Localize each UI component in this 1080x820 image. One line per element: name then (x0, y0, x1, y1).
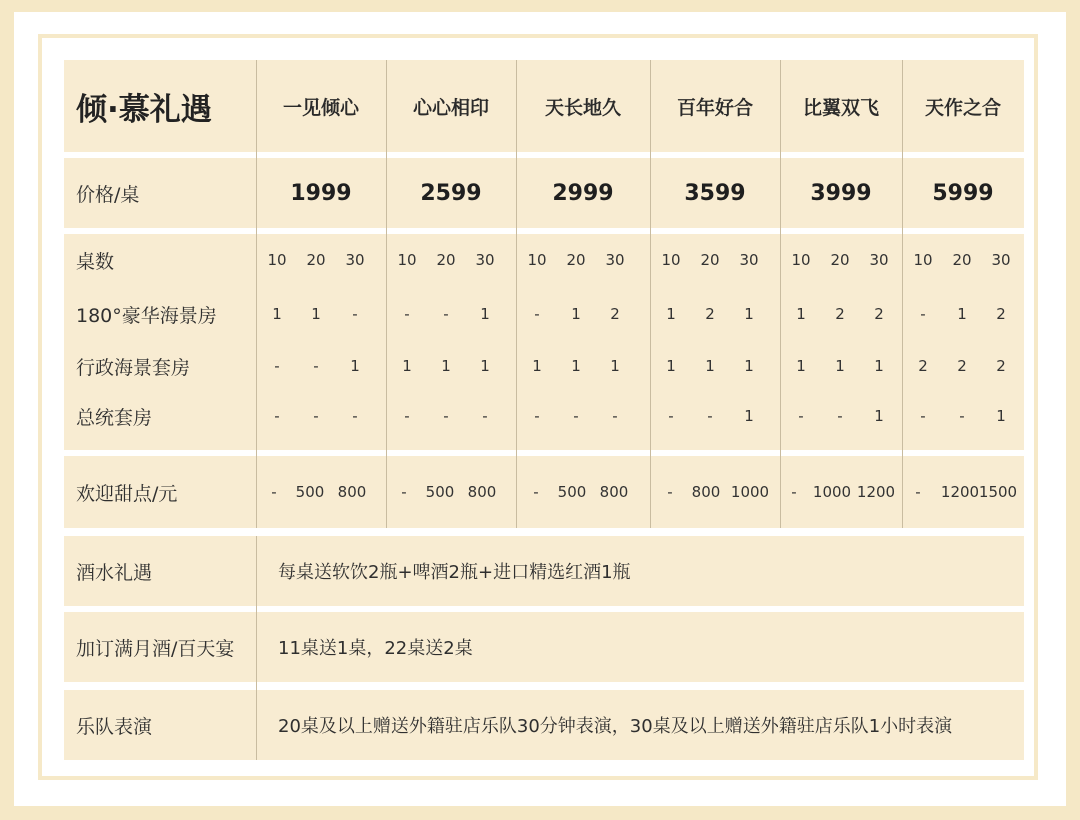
dessert-cell-value: - (401, 483, 407, 501)
room-cell-value: 20 (566, 251, 586, 269)
room-cell-value: - (443, 407, 449, 425)
room-cell-value: 2 (610, 305, 620, 323)
label-divider (256, 536, 257, 760)
room-cell-value: 1 (874, 357, 884, 375)
room-cell-value: 1 (796, 357, 806, 375)
room-cell-value: 1 (480, 357, 490, 375)
package-name: 百年好合 (676, 96, 753, 119)
package-name: 心心相印 (412, 96, 489, 119)
room-cell-value: 1 (835, 357, 845, 375)
room-cell-value: 1 (571, 357, 581, 375)
room-cell-value: 2 (957, 357, 967, 375)
room-cell-value: 2 (874, 305, 884, 323)
room-cell-value: 10 (267, 251, 287, 269)
room-cell-value: - (959, 407, 965, 425)
room-cell-value: 10 (397, 251, 417, 269)
dessert-label: 欢迎甜点/元 (76, 482, 178, 505)
room-cell-value: - (668, 407, 674, 425)
room-cell-value: 20 (952, 251, 972, 269)
room-cell-value: 30 (475, 251, 495, 269)
room-cell-value: 1 (480, 305, 490, 323)
room-cell-value: - (443, 305, 449, 323)
dessert-cell-value: 500 (295, 483, 325, 501)
price-value: 2599 (420, 180, 482, 206)
room-cell-value: 10 (527, 251, 547, 269)
dessert-cell-value: 800 (599, 483, 629, 501)
room-cell-value: 1 (996, 407, 1006, 425)
dessert-cell-value: - (271, 483, 277, 501)
room-cell-value: - (573, 407, 579, 425)
dessert-cell-value: 500 (557, 483, 587, 501)
room-cell-value: - (313, 407, 319, 425)
room-cell-value: 1 (571, 305, 581, 323)
room-cell-value: 30 (869, 251, 889, 269)
room-cell-value: 30 (739, 251, 759, 269)
room-cell-value: - (404, 305, 410, 323)
dessert-cell-value: 1200 (940, 483, 980, 501)
room-row-label: 行政海景套房 (76, 356, 191, 379)
drinks-text: 每桌送软饮2瓶+啤酒2瓶+进口精选红酒1瓶 (278, 562, 631, 583)
brand-title: 倾·慕礼遇 (76, 91, 212, 128)
room-cell-value: 1 (705, 357, 715, 375)
room-cell-value: - (274, 357, 280, 375)
room-cell-value: 2 (996, 305, 1006, 323)
package-name: 天作之合 (924, 96, 1001, 119)
price-value: 1999 (290, 180, 352, 206)
room-cell-value: - (707, 407, 713, 425)
room-cell-value: - (534, 305, 540, 323)
room-cell-value: - (534, 407, 540, 425)
dessert-cell-value: 800 (467, 483, 497, 501)
room-row-label: 180°豪华海景房 (76, 304, 217, 327)
price-label: 价格/桌 (76, 183, 140, 206)
room-cell-value: 1 (272, 305, 282, 323)
price-value: 3999 (810, 180, 872, 206)
room-cell-value: - (352, 407, 358, 425)
dessert-cell-value: - (667, 483, 673, 501)
dessert-cell-value: 1500 (978, 483, 1018, 501)
dessert-cell-value: - (533, 483, 539, 501)
dessert-cell-value: 800 (691, 483, 721, 501)
room-cell-value: - (612, 407, 618, 425)
room-cell-value: 1 (402, 357, 412, 375)
package-name: 一见倾心 (282, 96, 359, 119)
room-cell-value: 10 (791, 251, 811, 269)
dessert-cell-value: 1000 (812, 483, 852, 501)
performance-text: 20桌及以上赠送外籍驻店乐队30分钟表演，30桌及以上赠送外籍驻店乐队1小时表演 (278, 716, 953, 737)
dessert-cell-value: 500 (425, 483, 455, 501)
room-cell-value: 2 (996, 357, 1006, 375)
room-cell-value: 1 (666, 305, 676, 323)
room-cell-value: 30 (605, 251, 625, 269)
room-cell-value: 1 (796, 305, 806, 323)
room-cell-value: 1 (744, 407, 754, 425)
room-cell-value: - (313, 357, 319, 375)
room-cell-value: 2 (705, 305, 715, 323)
package-name: 比翼双飞 (802, 96, 879, 119)
room-cell-value: 30 (991, 251, 1011, 269)
dessert-cell-value: - (915, 483, 921, 501)
room-cell-value: - (352, 305, 358, 323)
price-value: 2999 (552, 180, 614, 206)
room-cell-value: 10 (661, 251, 681, 269)
dessert-cell-value: 800 (337, 483, 367, 501)
room-cell-value: - (920, 407, 926, 425)
drinks-label: 酒水礼遇 (76, 561, 153, 584)
room-cell-value: - (482, 407, 488, 425)
banquet-text: 11桌送1桌，22桌送2桌 (278, 638, 473, 659)
room-cell-value: 2 (835, 305, 845, 323)
room-cell-value: 1 (666, 357, 676, 375)
room-cell-value: 1 (744, 305, 754, 323)
dessert-cell-value: - (791, 483, 797, 501)
room-cell-value: 1 (350, 357, 360, 375)
performance-label: 乐队表演 (76, 715, 153, 738)
room-cell-value: 30 (345, 251, 365, 269)
banquet-label: 加订满月酒/百天宴 (76, 637, 235, 660)
room-cell-value: 1 (441, 357, 451, 375)
room-cell-value: 1 (744, 357, 754, 375)
room-cell-value: 2 (918, 357, 928, 375)
room-cell-value: - (404, 407, 410, 425)
dessert-cell-value: 1000 (730, 483, 770, 501)
room-cell-value: 1 (610, 357, 620, 375)
room-row-label: 总统套房 (76, 406, 153, 429)
room-cell-value: - (920, 305, 926, 323)
dessert-cell-value: 1200 (856, 483, 896, 501)
room-cell-value: 1 (532, 357, 542, 375)
room-cell-value: 20 (830, 251, 850, 269)
room-cell-value: 1 (874, 407, 884, 425)
room-cell-value: 20 (436, 251, 456, 269)
price-value: 3599 (684, 180, 746, 206)
room-cell-value: 10 (913, 251, 933, 269)
room-cell-value: 1 (957, 305, 967, 323)
room-cell-value: 20 (306, 251, 326, 269)
price-value: 5999 (932, 180, 994, 206)
room-row-label: 桌数 (76, 250, 115, 273)
room-cell-value: - (274, 407, 280, 425)
room-cell-value: 1 (311, 305, 321, 323)
room-cell-value: - (798, 407, 804, 425)
room-cell-value: - (837, 407, 843, 425)
package-name: 天长地久 (544, 96, 621, 119)
room-cell-value: 20 (700, 251, 720, 269)
package-table (64, 60, 1024, 760)
